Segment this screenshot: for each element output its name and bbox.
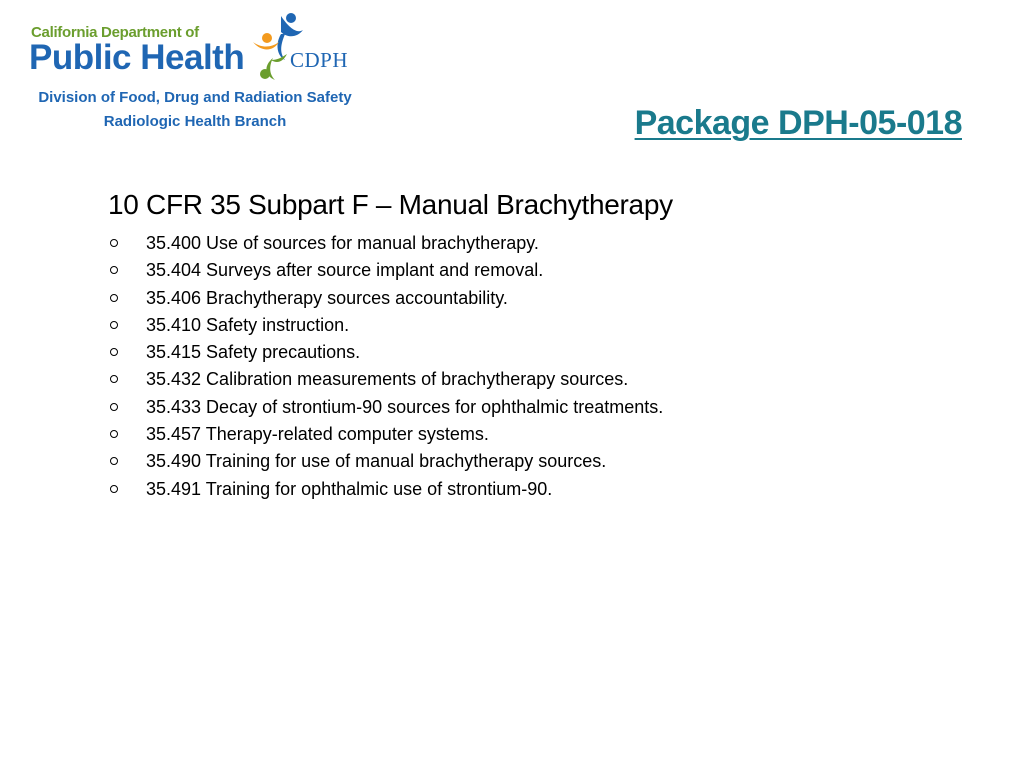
list-item-text: 35.415 Safety precautions. (146, 342, 361, 363)
list-item (108, 366, 968, 393)
hollow-circle-bullet-icon (110, 375, 118, 383)
regulation-list (108, 230, 968, 503)
list-item (108, 257, 968, 284)
logo-cdph-abbrev: CDPH (290, 48, 349, 72)
hollow-circle-bullet-icon (110, 457, 118, 465)
list-item-text: 35.404 Surveys after source implant and removal. (146, 260, 544, 281)
list-item (108, 285, 968, 312)
list-item (108, 421, 968, 448)
list-item-text: 35.400 Use of sources for manual brachytherapy. (146, 233, 539, 253)
list-item-text: 35.457 Therapy-related computer systems. (146, 424, 489, 445)
list-item (108, 339, 968, 366)
list-item (108, 476, 968, 503)
list-item-text: 35.491 Training for ophthalmic use of strontium-90. (146, 478, 553, 499)
list-item-text: 35.432 Calibration measurements of brachytherapy sources. (146, 369, 629, 390)
list-item (108, 312, 968, 339)
list-item-text: 35.433 Decay of strontium-90 sources for ophthalmic treatments. (146, 396, 664, 417)
cdph-logo (27, 8, 357, 86)
hollow-circle-bullet-icon (110, 266, 118, 274)
list-item-text: 35.410 Safety instruction. (146, 314, 350, 335)
division-name: Division of Food, Drug and Radiation Safety (38, 89, 352, 106)
hollow-circle-bullet-icon (110, 485, 118, 493)
hollow-circle-bullet-icon (110, 321, 118, 329)
hollow-circle-bullet-icon (110, 294, 118, 302)
package-title[interactable]: Package DPH-05-018 (634, 104, 962, 142)
list-item-text: 35.490 Training for use of manual brachytherapy sources. (146, 451, 607, 472)
list-item (108, 394, 968, 421)
logo-public-health: Public Health (29, 38, 245, 77)
list-item-text: 35.406 Brachytherapy sources accountability. (146, 287, 508, 308)
hollow-circle-bullet-icon (110, 239, 118, 247)
slide-content (108, 186, 968, 503)
hollow-circle-bullet-icon (110, 348, 118, 356)
section-heading: 10 CFR 35 Subpart F – Manual Brachytherapy (108, 189, 673, 220)
hollow-circle-bullet-icon (110, 403, 118, 411)
branch-name: Radiologic Health Branch (103, 113, 287, 130)
hollow-circle-bullet-icon (110, 430, 118, 438)
list-item (108, 448, 968, 475)
list-item (108, 230, 968, 257)
logo-org-line: California Department of (31, 24, 199, 41)
division-info (10, 86, 380, 134)
